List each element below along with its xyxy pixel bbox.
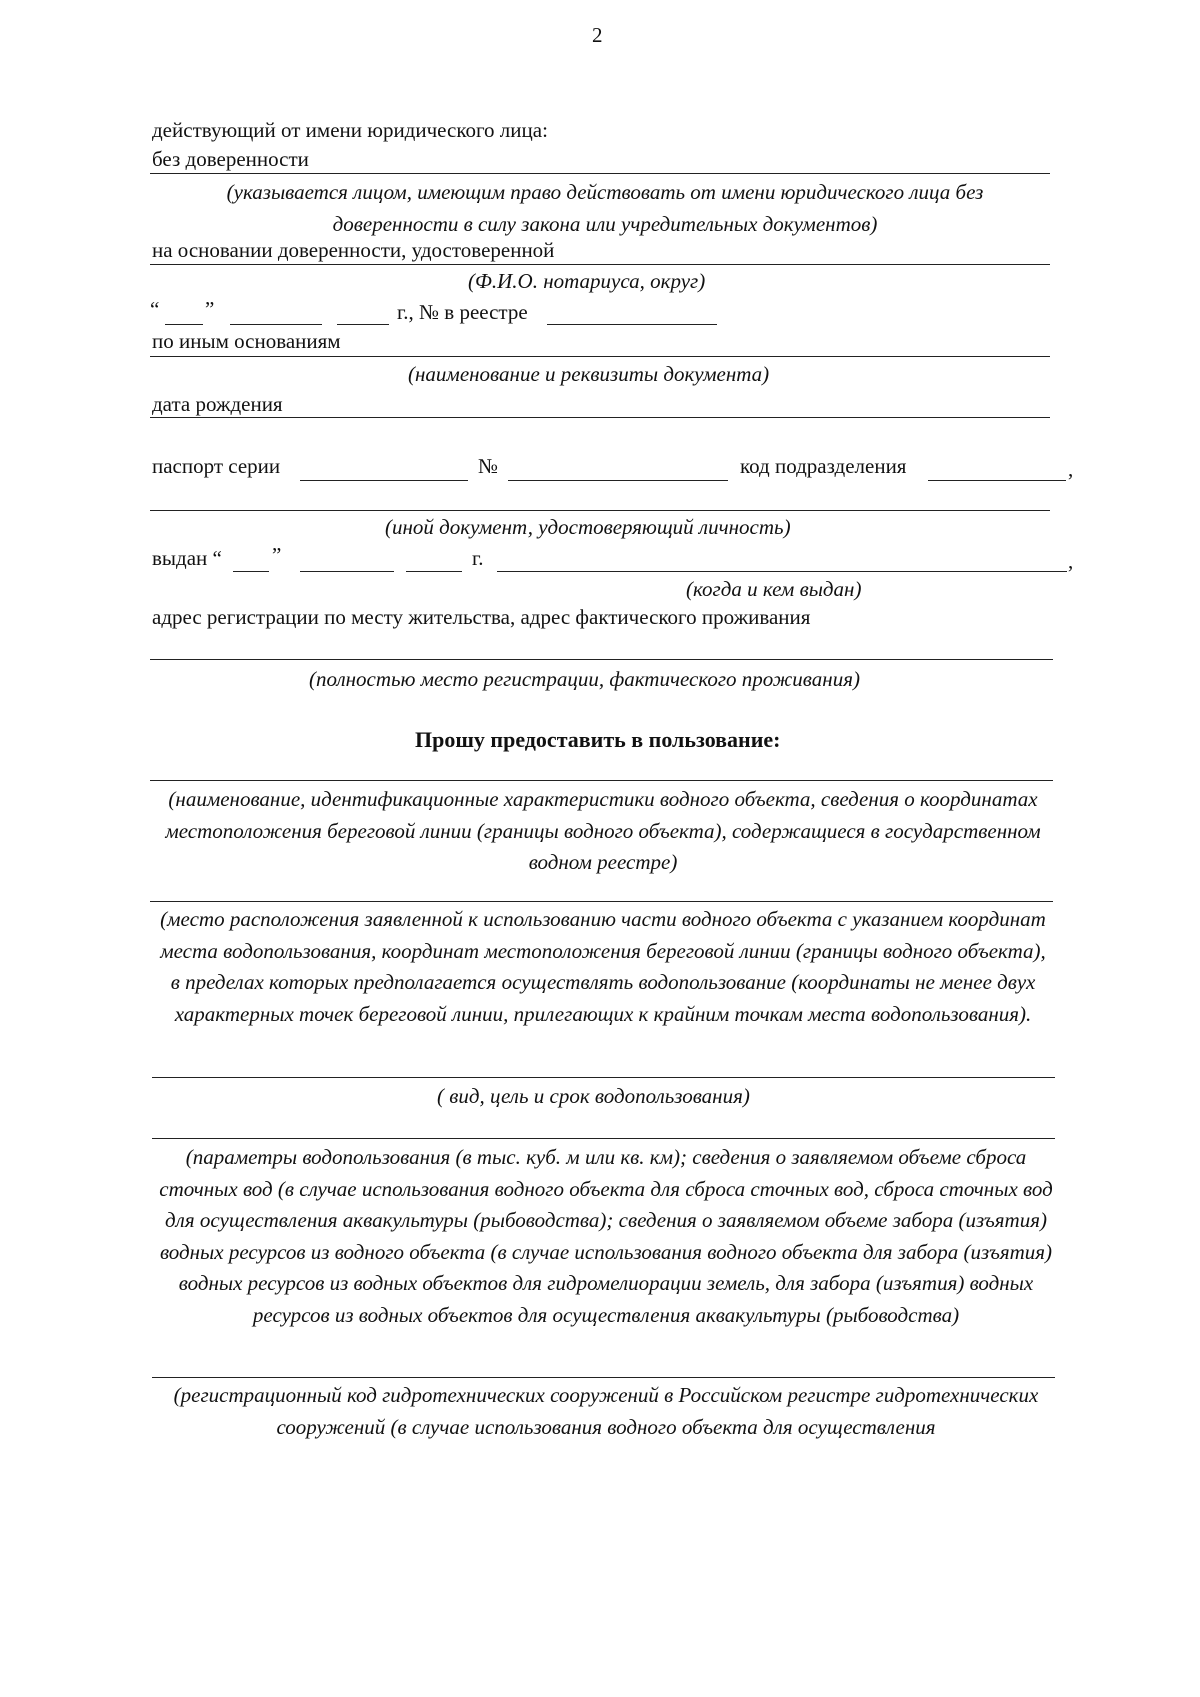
year-registry-label: г., № в реестре bbox=[397, 300, 528, 324]
document-note: (наименование и реквизиты документа) bbox=[408, 362, 770, 386]
passport-series-label: паспорт серии bbox=[152, 454, 281, 478]
location-line bbox=[150, 901, 1053, 902]
passport-number-line bbox=[508, 480, 728, 481]
other-grounds-label: по иным основаниям bbox=[152, 329, 341, 353]
water-object-note: (наименование, идентификационные характеристики водного объекта, сведения о координатах местоположения береговой линии (границы водного объекта), содержащиеся в государственном водном реестре) bbox=[165, 787, 1041, 874]
other-id-line bbox=[150, 510, 1050, 511]
registration-code-line bbox=[152, 1377, 1055, 1378]
passport-series-line bbox=[300, 480, 468, 481]
no-poa-note: (указывается лицом, имеющим право действовать от имени юридического лица без доверенности в силу закона или учредительных документов) bbox=[226, 180, 984, 236]
passport-comma: , bbox=[1068, 457, 1074, 481]
day-line bbox=[165, 324, 203, 325]
notary-note: (Ф.И.О. нотариуса, округ) bbox=[468, 269, 706, 293]
issued-comma: , bbox=[1068, 549, 1074, 573]
issued-month-line bbox=[300, 571, 394, 572]
other-grounds-line bbox=[150, 356, 1050, 357]
issued-year-label: г. bbox=[472, 546, 484, 570]
issued-label: выдан “ bbox=[152, 546, 222, 570]
close-quote: ” bbox=[205, 297, 215, 321]
page-number: 2 bbox=[592, 23, 603, 47]
issued-close-quote: ” bbox=[272, 543, 282, 567]
month-line bbox=[230, 324, 322, 325]
address-label: адрес регистрации по месту жительства, адрес фактического проживания bbox=[152, 605, 811, 629]
address-line bbox=[150, 659, 1053, 660]
other-id-note: (иной документ, удостоверяющий личность) bbox=[385, 515, 791, 539]
number-sign: № bbox=[478, 454, 499, 478]
birth-date-line bbox=[150, 417, 1050, 418]
birth-date-label: дата рождения bbox=[152, 392, 283, 416]
open-quote: “ bbox=[150, 297, 160, 321]
year-line bbox=[337, 324, 389, 325]
type-purpose-note: ( вид, цель и срок водопользования) bbox=[437, 1084, 750, 1108]
type-purpose-line bbox=[152, 1077, 1055, 1078]
location-note: (место расположения заявленной к использованию части водного объекта с указанием координат места водопользования, координат местоположения береговой линии (границы водного объекта), в пределах которых предполагается осуществлять водопользование (координаты не менее двух характерных точек береговой линии, прилегающих к крайним точкам места водопользования). bbox=[160, 907, 1046, 1026]
when-by-whom-note: (когда и кем выдан) bbox=[686, 577, 862, 601]
issued-by-line bbox=[497, 571, 1067, 572]
acting-label: действующий от имени юридического лица: bbox=[152, 118, 548, 142]
division-code-line bbox=[928, 480, 1066, 481]
no-poa-line bbox=[150, 173, 1050, 174]
water-object-line bbox=[150, 780, 1053, 781]
poa-label: на основании доверенности, удостоверенной bbox=[152, 238, 555, 262]
division-code-label: код подразделения bbox=[740, 454, 907, 478]
no-poa-label: без доверенности bbox=[152, 147, 309, 171]
parameters-line bbox=[152, 1138, 1055, 1139]
request-heading: Прошу предоставить в пользование: bbox=[415, 727, 781, 752]
parameters-note: (параметры водопользования (в тыс. куб. м или кв. км); сведения о заявляемом объеме сброса сточных вод (в случае использования водного объекта для сброса сточных вод, сброса сточных вод для осуществления аквакультуры (рыбоводства); сведения о заявляемом объеме забора (изъятия) водных ресурсов из водного объекта (в случае использования водного объекта для забора (изъятия) водных ресурсов из водных объектов для гидромелиорации земель, для забора (изъятия) водных ресурсов из водных объектов для осуществления аквакультуры (рыбоводства) bbox=[159, 1145, 1053, 1327]
issued-year-line bbox=[406, 571, 462, 572]
poa-line bbox=[150, 264, 1050, 265]
issued-day-line bbox=[233, 571, 269, 572]
address-note: (полностью место регистрации, фактического проживания) bbox=[309, 667, 860, 691]
registration-code-note: (регистрационный код гидротехнических сооружений в Российском регистре гидротехнических сооружений (в случае использования водного объекта для осуществления bbox=[173, 1383, 1039, 1439]
registry-number-line bbox=[547, 324, 717, 325]
